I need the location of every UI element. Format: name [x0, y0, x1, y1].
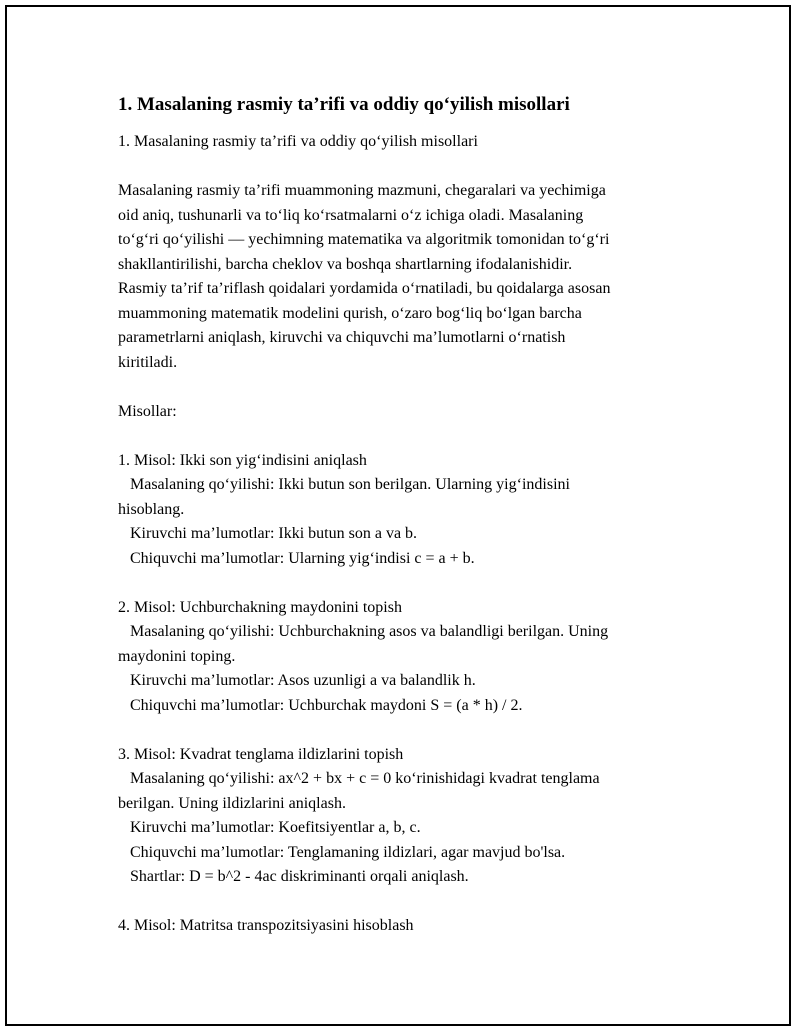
example-statement: Masalaning qo‘yilishi: Uchburchakning asos va balandligi berilgan. Uning — [130, 623, 609, 640]
example-conditions: Shartlar: D = b^2 - 4ac diskriminanti orqali aniqlash. — [130, 868, 469, 885]
example-statement-continued: hisoblang. — [118, 500, 185, 518]
intro-line: Masalaning rasmiy ta’rifi muammoning mazmuni, chegaralari va yechimiga — [118, 182, 606, 199]
intro-line: to‘g‘ri qo‘yilishi — yechimning matematika va algoritmik tomonidan to‘g‘ri — [118, 231, 610, 248]
blank-line — [118, 718, 698, 743]
intro-line: shakllantirilishi, barcha cheklov va boshqa shartlarning ifodalanishidir. — [118, 255, 573, 273]
example-4 — [118, 914, 698, 939]
blank-line — [118, 424, 698, 449]
document-heading: 1. Masalaning rasmiy ta’rifi va oddiy qo‘yilish misollari — [118, 94, 570, 115]
example-title: 2. Misol: Uchburchakning maydonini topish — [118, 598, 402, 616]
intro-line: kiritiladi. — [118, 353, 178, 371]
example-output: Chiquvchi ma’lumotlar: Ularning yig‘indisi c = a + b. — [130, 549, 475, 567]
example-statement: Masalaning qo‘yilishi: ax^2 + bx + c = 0 ko‘rinishidagi kvadrat tenglama — [130, 770, 600, 787]
intro-paragraph — [118, 179, 698, 375]
example-1 — [118, 449, 698, 572]
example-output: Chiquvchi ma’lumotlar: Uchburchak maydoni S = (a * h) / 2. — [130, 696, 523, 714]
example-statement-continued: maydonini toping. — [118, 647, 236, 665]
intro-line: muammoning matematik modelini qurish, o‘zaro bog‘liq bo‘lgan barcha — [118, 304, 582, 322]
blank-line — [118, 155, 698, 180]
intro-line: parametrlarni aniqlash, kiruvchi va chiquvchi ma’lumotlarni o‘rnatish — [118, 329, 566, 346]
blank-line — [118, 571, 698, 596]
examples-label: Misollar: — [118, 402, 177, 420]
example-2 — [118, 596, 698, 719]
example-statement: Masalaning qo‘yilishi: Ikki butun son berilgan. Ularning yig‘indisini — [130, 476, 570, 493]
example-input: Kiruvchi ma’lumotlar: Asos uzunligi a va balandlik h. — [130, 672, 476, 689]
example-statement-continued: berilgan. Uning ildizlarini aniqlash. — [118, 794, 346, 812]
intro-line: Rasmiy ta’rif ta’riflash qoidalari yordamida o‘rnatiladi, bu qoidalarga asosan — [118, 280, 611, 297]
example-title: 1. Misol: Ikki son yig‘indisini aniqlash — [118, 451, 367, 469]
example-input: Kiruvchi ma’lumotlar: Ikki butun son a va b. — [130, 525, 418, 542]
example-3 — [118, 743, 698, 890]
example-title: 3. Misol: Kvadrat tenglama ildizlarini topish — [118, 745, 404, 763]
example-input: Kiruvchi ma’lumotlar: Koefitsiyentlar a, b, c. — [130, 819, 421, 836]
blank-line — [118, 890, 698, 915]
document-body — [118, 92, 698, 939]
intro-line: oid aniq, tushunarli va to‘liq ko‘rsatmalarni o‘z ichiga oladi. Masalaning — [118, 206, 584, 224]
blank-line — [118, 375, 698, 400]
example-title: 4. Misol: Matritsa transpozitsiyasini hisoblash — [118, 917, 414, 934]
example-output: Chiquvchi ma’lumotlar: Tenglamaning ildizlari, agar mavjud bo'lsa. — [130, 843, 566, 861]
section-subheading: 1. Masalaning rasmiy ta’rifi va oddiy qo‘yilish misollari — [118, 133, 478, 150]
